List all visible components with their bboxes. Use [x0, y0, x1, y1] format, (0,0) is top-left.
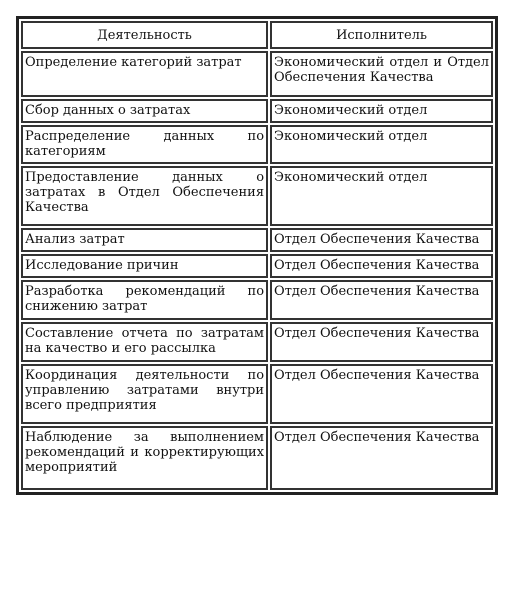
activities-table — [16, 16, 498, 495]
table-row — [21, 99, 493, 123]
header-performer: Исполнитель — [270, 21, 493, 49]
performer-cell: Отдел Обеспечения Качества — [270, 254, 493, 278]
performer-cell: Отдел Обеспечения Качества — [270, 364, 493, 424]
performer-cell: Экономический отдел — [270, 166, 493, 226]
table-row — [21, 166, 493, 226]
table-row — [21, 426, 493, 490]
activity-cell: Исследование причин — [21, 254, 268, 278]
activity-cell: Наблюдение за выполнением рекомендаций и корректирующих мероприятий — [21, 426, 268, 490]
activity-cell: Составление отчета по затратам на качество и его рассылка — [21, 322, 268, 362]
activity-cell: Определение категорий затрат — [21, 51, 268, 97]
activity-cell: Распределение данных по категориям — [21, 125, 268, 164]
table-row — [21, 125, 493, 164]
performer-cell: Отдел Обеспечения Качества — [270, 228, 493, 252]
table-row — [21, 322, 493, 362]
table-row — [21, 254, 493, 278]
header-row — [21, 21, 493, 49]
performer-cell: Экономический отдел — [270, 125, 493, 164]
performer-cell: Экономический отдел и Отдел Обеспечения Качества — [270, 51, 493, 97]
performer-cell: Отдел Обеспечения Качества — [270, 426, 493, 490]
table-row — [21, 51, 493, 97]
performer-cell: Экономический отдел — [270, 99, 493, 123]
activity-cell: Разработка рекомендаций по снижению затрат — [21, 280, 268, 320]
activity-cell: Предоставление данных о затратах в Отдел Обеспечения Качества — [21, 166, 268, 226]
performer-cell: Отдел Обеспечения Качества — [270, 322, 493, 362]
table-row — [21, 364, 493, 424]
document-page — [16, 16, 498, 495]
activity-cell: Анализ затрат — [21, 228, 268, 252]
header-activity: Деятельность — [21, 21, 268, 49]
activity-cell: Сбор данных о затратах — [21, 99, 268, 123]
table-row — [21, 280, 493, 320]
table-row — [21, 228, 493, 252]
performer-cell: Отдел Обеспечения Качества — [270, 280, 493, 320]
activity-cell: Координация деятельности по управлению затратами внутри всего предприятия — [21, 364, 268, 424]
